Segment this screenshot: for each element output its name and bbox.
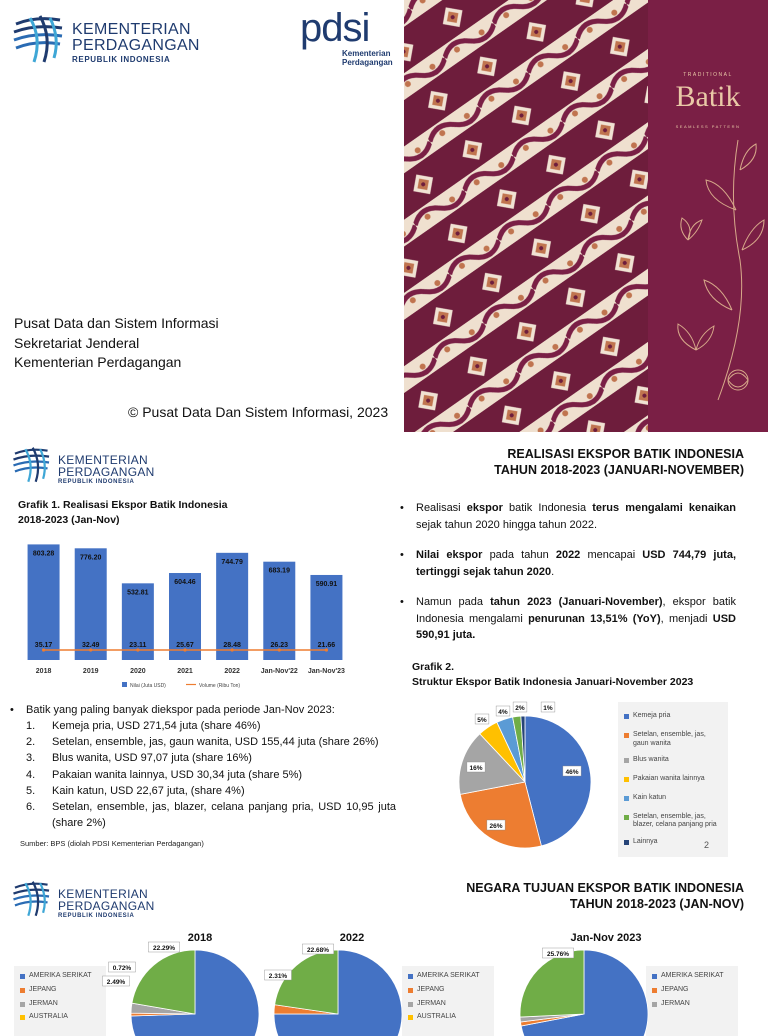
legend-label: JERMAN xyxy=(29,999,58,1007)
kemendag-logo xyxy=(12,878,155,919)
pie-slice xyxy=(132,950,195,1014)
pie-data-label xyxy=(496,706,510,716)
x-tick-label: 2019 xyxy=(82,668,99,675)
legend-item xyxy=(20,1000,100,1009)
legend-label: Setelan, ensemble, jas, blazer, celana panjang pria xyxy=(633,812,717,829)
title-line2: TAHUN 2018-2023 (JAN-NOV) xyxy=(569,897,744,912)
legend-swatch xyxy=(624,815,629,820)
kemendag-logo xyxy=(12,444,155,485)
destination-chart-title: Jan-Nov 2023 xyxy=(570,932,642,944)
logo-sub: REPUBLIK INDONESIA xyxy=(72,55,171,64)
legend-item xyxy=(624,712,722,721)
org-block xyxy=(14,314,219,373)
pdsi-sub2: Perdagangan xyxy=(342,58,393,67)
legend-label: Volume (Ribu Ton) xyxy=(199,683,241,689)
logo-line2: PERDAGANGAN xyxy=(58,899,155,913)
legend-item xyxy=(652,1000,732,1009)
legend-item xyxy=(624,731,722,749)
export-structure-pie-chart xyxy=(440,700,610,860)
svg-text:22.29%: 22.29% xyxy=(152,944,176,952)
kemendag-logo xyxy=(12,12,200,64)
x-tick-label: 2018 xyxy=(35,668,52,675)
legend-item xyxy=(652,972,732,981)
logo-line2: PERDAGANGAN xyxy=(72,37,200,54)
logo-line1: KEMENTERIAN xyxy=(72,21,191,38)
svg-text:22.68%: 22.68% xyxy=(306,946,330,954)
pie-data-label xyxy=(148,942,179,952)
destination-pie-chart xyxy=(258,928,418,1024)
legend-item xyxy=(652,986,732,995)
slide-title xyxy=(466,880,744,913)
legend-label: AMERIKA SERIKAT xyxy=(417,972,480,979)
bar-value-label: 590.91 xyxy=(315,580,338,588)
bar-value-label: 683.19 xyxy=(268,567,290,575)
kemendag-emblem-icon xyxy=(12,878,52,918)
pdsi-logo xyxy=(300,6,400,72)
legend-item xyxy=(624,775,722,784)
chart1-title-line1: Grafik 1. Realisasi Ekspor Batik Indonesia xyxy=(18,499,228,511)
copyright-text: © Pusat Data Dan Sistem Informasi, 2023 xyxy=(128,404,389,420)
svg-text:16%: 16% xyxy=(469,764,483,772)
svg-text:2%: 2% xyxy=(515,704,525,712)
chart2-title xyxy=(412,660,693,690)
svg-text:0.72%: 0.72% xyxy=(112,964,132,972)
legend-item xyxy=(624,813,722,831)
summary-bullets xyxy=(396,500,736,653)
legend-label: JEPANG xyxy=(29,985,57,993)
slide-export-realization xyxy=(0,432,768,864)
pie-data-label xyxy=(475,714,489,724)
volume-label: 23.11 xyxy=(129,642,147,649)
chart1-title xyxy=(18,498,228,527)
svg-text:2.49%: 2.49% xyxy=(106,978,126,986)
legend-label: Kemeja pria xyxy=(633,712,671,719)
logo-line1: KEMENTERIAN xyxy=(58,887,148,901)
list-item: 1. Kemeja pria, USD 271,54 juta (share 46%) xyxy=(26,720,261,733)
chart2-title-line1: Grafik 2. xyxy=(412,661,455,673)
top-products-list xyxy=(6,702,396,831)
legend-swatch xyxy=(624,733,629,738)
pie-data-label xyxy=(109,962,136,972)
list-item: 2. Setelan, ensemble, jas, gaun wanita, USD 155,44 juta (share 26%) xyxy=(26,736,379,749)
pie-data-label xyxy=(103,976,130,986)
legend-label: Setelan, ensemble, jas, gaun wanita xyxy=(633,730,706,747)
legend-label: JERMAN xyxy=(661,999,690,1007)
pie-data-label xyxy=(302,944,333,954)
list-intro: • Batik yang paling banyak diekspor pada periode Jan-Nov 2023: xyxy=(10,704,335,716)
chart2-title-line2: Struktur Ekspor Batik Indonesia Januari-November 2023 xyxy=(412,676,694,689)
cover-title: Batik xyxy=(675,80,741,113)
legend-item xyxy=(624,794,722,803)
bar-value-label: 532.81 xyxy=(127,589,149,597)
legend-swatch xyxy=(624,758,629,763)
volume-label: 26.23 xyxy=(270,642,289,649)
pie-data-label xyxy=(542,948,573,958)
logo-sub: REPUBLIK INDONESIA xyxy=(58,913,135,919)
title-line1: REALISASI EKSPOR BATIK INDONESIA xyxy=(507,447,744,461)
pie-slice xyxy=(275,950,338,1014)
pie-data-label xyxy=(487,820,505,830)
legend-label: AMERIKA SERIKAT xyxy=(29,972,92,979)
cover-small-text: TRADITIONAL xyxy=(683,72,733,78)
pie-data-label xyxy=(265,970,292,980)
legend-label: JERMAN xyxy=(417,999,446,1007)
destination-chart-title: 2018 xyxy=(187,932,213,944)
svg-text:26%: 26% xyxy=(489,822,503,830)
bullet-item: • Namun pada tahun 2023 (Januari-November), ekspor batik Indonesia mengalami penurunan 13,51% (YoY), menjadi USD 590,91 juta. xyxy=(396,594,736,644)
destination-chart-title: 2022 xyxy=(339,932,365,944)
legend-label: JEPANG xyxy=(417,985,445,993)
list-item: 5. Kain katun, USD 22,67 juta, (share 4%) xyxy=(26,784,245,797)
pie-data-label xyxy=(467,762,485,772)
x-tick-label: Jan-Nov'22 xyxy=(260,668,298,675)
legend-item xyxy=(624,756,722,765)
x-tick-label: 2020 xyxy=(130,668,146,675)
slide-title xyxy=(494,446,744,479)
legend-item xyxy=(408,986,488,995)
legend-swatch xyxy=(624,714,629,719)
svg-text:25.76%: 25.76% xyxy=(546,950,570,958)
export-bar-chart xyxy=(10,532,360,694)
legend-item xyxy=(408,1000,488,1009)
list-item: 6. Setelan, ensemble, jas, blazer, celana panjang pria, USD 10,95 juta (share 2%) xyxy=(26,800,396,830)
svg-text:2.31%: 2.31% xyxy=(268,972,288,980)
source-note: Sumber: BPS (diolah PDSI Kementerian Perdagangan) xyxy=(20,839,204,848)
bar-value-label: 744.79 xyxy=(221,558,243,566)
slide-cover xyxy=(0,0,768,432)
pie-legend xyxy=(618,702,728,857)
svg-text:4%: 4% xyxy=(498,708,508,716)
legend-label: AMERIKA SERIKAT xyxy=(661,972,724,979)
title-line1: NEGARA TUJUAN EKSPOR BATIK INDONESIA xyxy=(466,881,744,895)
destination-charts xyxy=(0,928,768,1024)
logo-line1: KEMENTERIAN xyxy=(58,453,148,467)
x-tick-label: 2021 xyxy=(177,668,193,675)
title-line2: TAHUN 2018-2023 (JANUARI-NOVEMBER) xyxy=(494,463,744,478)
legend-label: Nilai (Juta USD) xyxy=(130,683,166,689)
pie-slice xyxy=(520,950,584,1017)
chart1-title-line2: 2018-2023 (Jan-Nov) xyxy=(18,513,120,526)
legend-label: Pakaian wanita lainnya xyxy=(633,775,705,782)
bar-chart-legend xyxy=(122,682,240,689)
legend-item xyxy=(20,972,100,981)
svg-text:46%: 46% xyxy=(565,768,579,776)
pie-data-label xyxy=(541,702,555,712)
legend-item xyxy=(408,1013,488,1022)
page-number: 2 xyxy=(704,840,710,850)
batik-cover-panel xyxy=(648,0,768,432)
legend-swatch xyxy=(20,988,25,993)
legend-swatch xyxy=(20,1002,25,1007)
legend-swatch xyxy=(624,796,629,801)
org-line2: Sekretariat Jenderal xyxy=(14,334,140,351)
org-line1: Pusat Data dan Sistem Informasi xyxy=(14,315,219,331)
destination-legend xyxy=(14,966,106,1036)
legend-label: JEPANG xyxy=(661,985,689,993)
destination-pie-chart xyxy=(106,928,275,1024)
list-item: 3. Blus wanita, USD 97,07 juta (share 16%) xyxy=(26,752,252,765)
legend-label: Kain katun xyxy=(633,793,667,801)
logo-sub: REPUBLIK INDONESIA xyxy=(58,479,135,485)
pie-data-label xyxy=(563,766,581,776)
product-list xyxy=(6,718,396,831)
list-item: 4. Pakaian wanita lainnya, USD 30,34 juta (share 5%) xyxy=(26,768,303,781)
bullet-item: • Nilai ekspor pada tahun 2022 mencapai USD 744,79 juta, tertinggi sejak tahun 2020. xyxy=(396,547,736,580)
logo-line2: PERDAGANGAN xyxy=(58,465,155,479)
legend-label: Lainnya xyxy=(633,838,658,845)
org-line3: Kementerian Perdagangan xyxy=(14,354,182,371)
x-tick-label: Jan-Nov'23 xyxy=(307,668,345,675)
bar-value-label: 803.28 xyxy=(32,550,55,558)
pie-data-label xyxy=(513,702,527,712)
volume-label: 35.17 xyxy=(34,642,53,649)
kemendag-emblem-icon xyxy=(12,12,66,64)
legend-item xyxy=(20,1013,100,1022)
bar-value-label: 776.20 xyxy=(80,554,102,562)
legend-swatch xyxy=(20,974,25,979)
legend-label: AUSTRALIA xyxy=(417,1013,456,1021)
svg-text:5%: 5% xyxy=(477,716,487,724)
legend-item xyxy=(20,986,100,995)
pdsi-wordmark: pdsi xyxy=(300,6,370,50)
pdsi-sub1: Kementerian xyxy=(342,49,391,58)
x-tick-label: 2022 xyxy=(224,668,240,675)
cover-sub-text: SEAMLESS PATTERN xyxy=(675,124,741,129)
legend-item xyxy=(408,972,488,981)
kemendag-emblem-icon xyxy=(12,444,52,484)
volume-label: 28.48 xyxy=(223,642,241,649)
slide-export-destinations xyxy=(0,864,768,1024)
floral-line-art-icon xyxy=(648,140,768,432)
bar-value-label: 604.46 xyxy=(174,579,196,587)
volume-label: 32.49 xyxy=(81,642,100,649)
legend-label: Blus wanita xyxy=(633,756,669,764)
legend-swatch xyxy=(122,682,127,687)
legend-swatch xyxy=(20,1015,25,1020)
svg-text:1%: 1% xyxy=(543,704,553,712)
legend-swatch xyxy=(624,777,629,782)
volume-label: 21.66 xyxy=(317,642,336,649)
legend-swatch xyxy=(624,840,629,845)
batik-pattern-image xyxy=(404,0,648,432)
bullet-item: • Realisasi ekspor batik Indonesia terus mengalami kenaikan sejak tahun 2020 hingga tahun 2022. xyxy=(396,500,736,533)
volume-label: 25.67 xyxy=(176,642,194,649)
destination-pie-chart xyxy=(504,928,664,1024)
legend-label: AUSTRALIA xyxy=(29,1013,68,1021)
